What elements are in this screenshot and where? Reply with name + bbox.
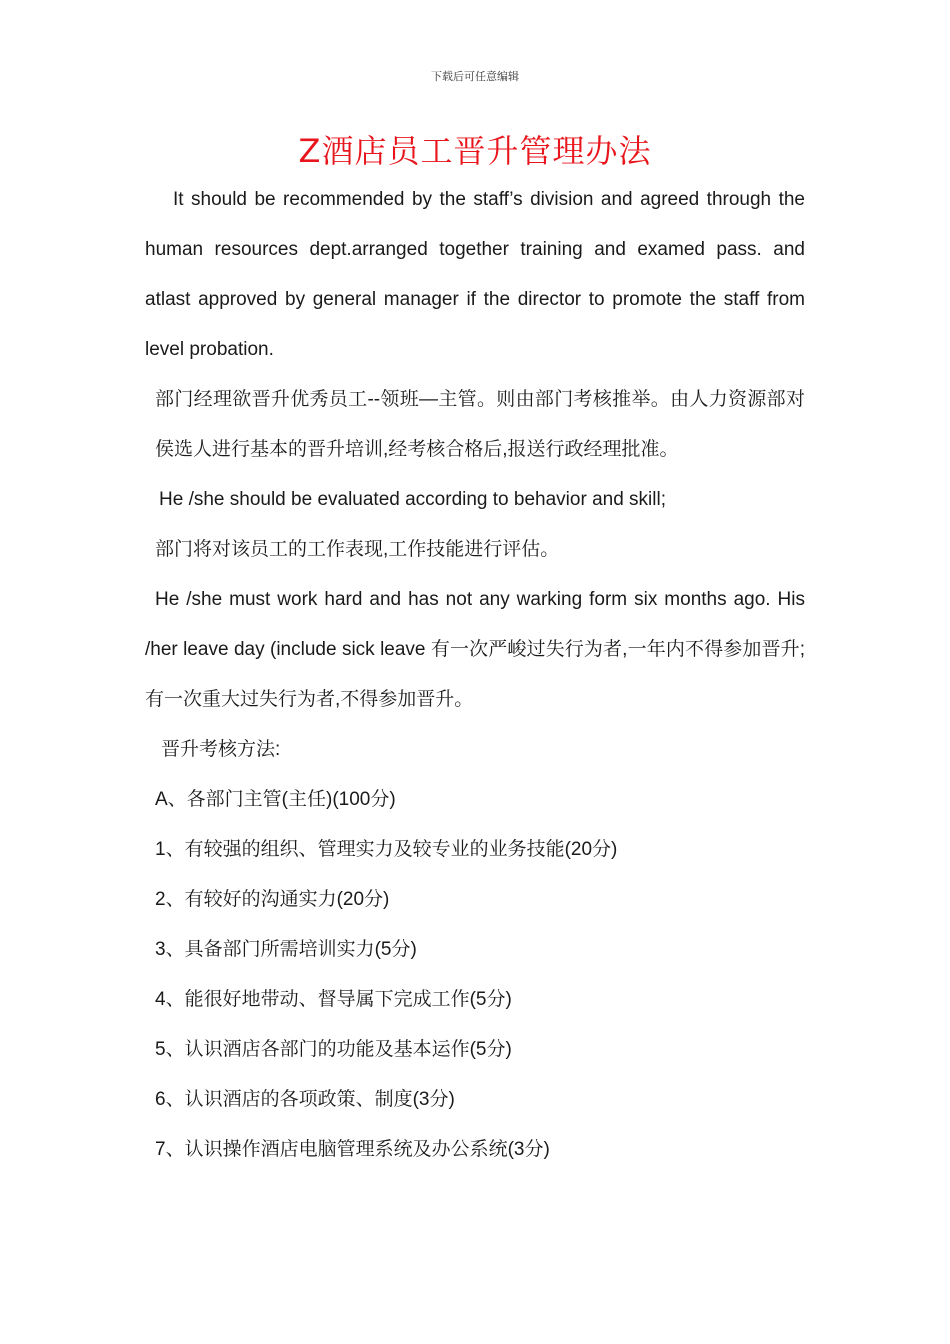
paragraph-cn-evaluation: 部门将对该员工的工作表现,工作技能进行评估。 [155, 539, 560, 560]
criteria-item: 3、具备部门所需培训实力(5分) [155, 939, 417, 960]
criteria-item: 6、认识酒店的各项政策、制度(3分) [155, 1089, 455, 1110]
criteria-item: 5、认识酒店各部门的功能及基本运作(5分) [155, 1039, 512, 1060]
document-body [145, 175, 805, 1175]
paragraph-en-evaluation: He /she should be evaluated according to behavior and skill; [159, 489, 666, 510]
paragraph-en-intro: It should be recommended by the staff’s division and agreed through the human resources dept.arranged together training and examed pass. and atlast approved by general manager if the director to promote the staff from level probation. [145, 189, 805, 360]
method-heading: 晋升考核方法: [161, 739, 281, 760]
page-header-note: 下载后可任意编辑 [431, 70, 519, 83]
paragraph-cn-intro: 部门经理欲晋升优秀员工--领班—主管。则由部门考核推举。由人力资源部对侯选人进行基本的晋升培训,经考核合格后,报送行政经理批准。 [155, 389, 805, 460]
criteria-item: 1、有较强的组织、管理实力及较专业的业务技能(20分) [155, 839, 618, 860]
criteria-item: A、各部门主管(主任)(100分) [155, 789, 396, 810]
criteria-item: 2、有较好的沟通实力(20分) [155, 889, 390, 910]
criteria-item: 7、认识操作酒店电脑管理系统及办公系统(3分) [155, 1139, 550, 1160]
criteria-item: 4、能很好地带动、督导属下完成工作(5分) [155, 989, 512, 1010]
document-title: Z酒店员工晋升管理办法 [298, 132, 652, 170]
paragraph-en-work: He /she must work hard and has not any warking form six months ago. His /her leave day (include sick leave 有一次严峻过失行为者,一年内不得参加晋升;有一次重大过失行为者,不得参加晋升。 [145, 589, 805, 710]
